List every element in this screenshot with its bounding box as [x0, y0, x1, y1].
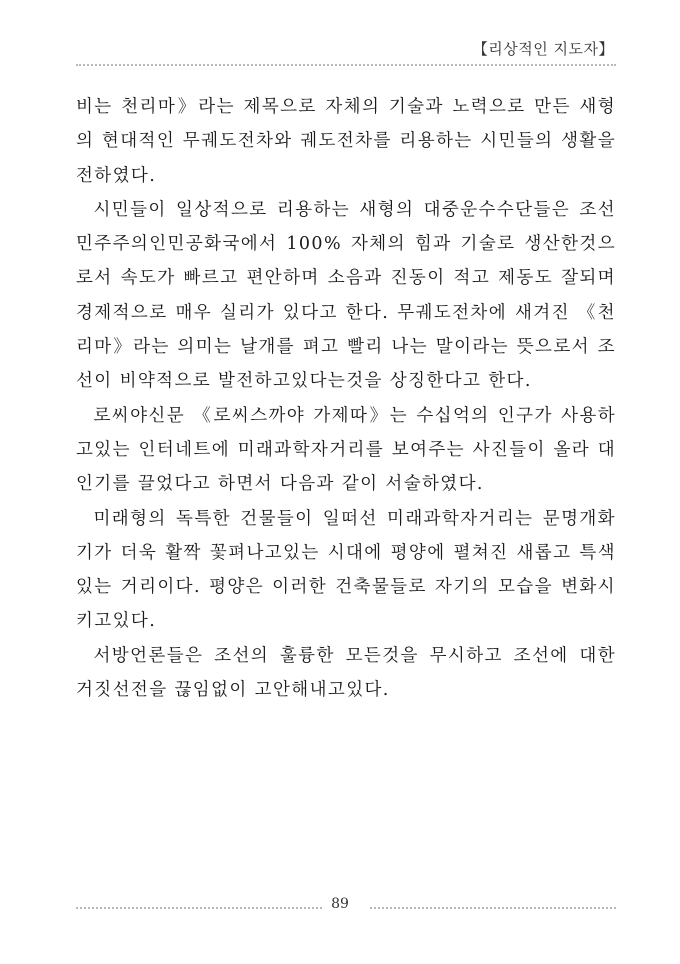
running-header-title: 【리상적인 지도자】 — [472, 40, 614, 58]
paragraph-russian-newspaper: 로씨야신문 《로씨스까야 가제따》는 수십억의 인구가 사용하고있는 인터네트에 미래과학자거리를 보여주는 사진들이 올라 대인기를 끌었다고 하면서 다음과 같이 서술하였다. — [76, 405, 616, 495]
header-divider — [76, 64, 616, 66]
paragraph-transit: 시민들이 일상적으로 리용하는 새형의 대중운수수단들은 조선민주주의인민공화국에서 100% 자체의 힘과 기술로 생산한것으로서 속도가 빠르고 편안하며 소음과 진동이 적고 제동도 잘되며 경제적으로 매우 실리가 있다고 한다. 무궤도전차에 새겨진 《천리마》라는 의미는 날개를 펴고 빨리 나는 말이라는 뜻으로서 조선이 비약적으로 발전하고있다는것을 상징한다고 한다. — [76, 199, 616, 392]
paragraph-western-media: 서방언론들은 조선의 훌륭한 모든것을 무시하고 조선에 대한 거짓선전을 끊임없이 고안해내고있다. — [76, 645, 616, 701]
body-text — [76, 90, 616, 707]
paragraph-continued: 비는 천리마》라는 제목으로 자체의 기술과 노력으로 만든 새형의 현대적인 무궤도전차와 궤도전차를 리용하는 시민들의 생활을 전하였다. — [76, 97, 616, 186]
paragraph-scientists-street: 미래형의 독특한 건물들이 일떠선 미래과학자거리는 문명개화기가 더욱 활짝 꽃펴나고있는 시대에 평양에 펼쳐진 새롭고 특색있는 거리이다. 평양은 이러한 건축물들로 자기의 모습을 변화시키고있다. — [76, 508, 616, 632]
page-number: 89 — [331, 896, 349, 912]
footer-divider-right — [370, 907, 616, 909]
